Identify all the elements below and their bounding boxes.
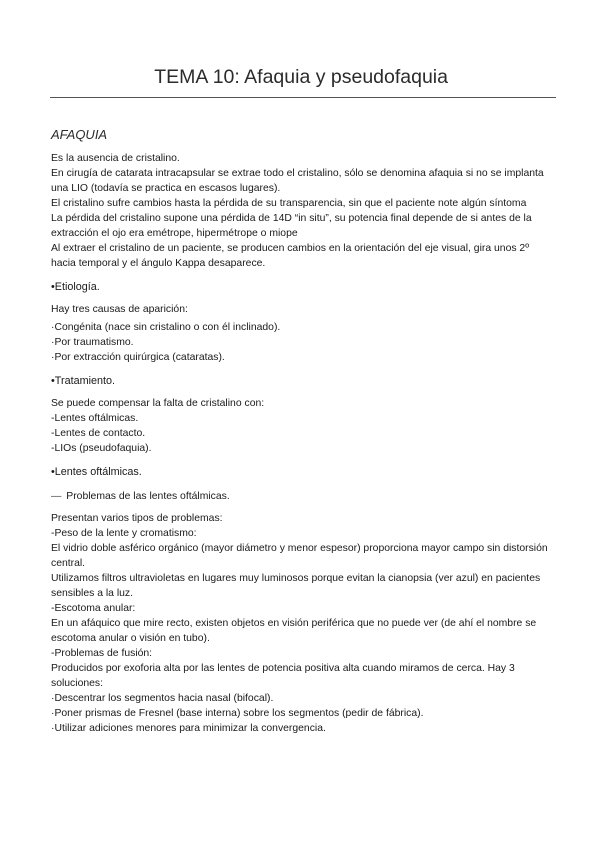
tratamiento-lead: Se puede compensar la falta de cristalino con: (51, 398, 265, 409)
intro-paragraph: Es la ausencia de cristalino. (51, 153, 180, 164)
problem-title: -Peso de la lente y cromatismo: (51, 528, 197, 539)
list-item: ·Por traumatismo. (51, 337, 134, 348)
tratamiento-block (51, 396, 556, 456)
solution-item: ·Poner prismas de Fresnel (base interna) sobre los segmentos (pedir de fábrica). (51, 708, 424, 719)
list-item: ·Congénita (nace sin cristalino o con él inclinado). (51, 322, 281, 333)
list-item: ·Por extracción quirúrgica (cataratas). (51, 352, 225, 363)
etiologia-block (51, 302, 556, 365)
lentes-block (51, 511, 556, 736)
problem-title: -Problemas de fusión: (51, 648, 153, 659)
intro-paragraph: Al extraer el cristalino de un paciente, se producen cambios en la orientación del eje visual, gira unos 2º hacia temporal y el ángulo Kappa desaparece. (51, 243, 529, 269)
problem-title: -Escotoma anular: (51, 603, 136, 614)
list-item: -LIOs (pseudofaquia). (51, 443, 152, 454)
section-heading: AFAQUIA (51, 127, 108, 142)
intro-paragraphs (51, 151, 556, 271)
problem-line: En un afáquico que mire recto, existen objetos en visión periférica que no puede ver (de ahí el nombre se escotoma anular o visión en tubo). (51, 618, 537, 644)
page-title: TEMA 10: Afaquia y pseudofaquia (154, 66, 448, 88)
problem-line: Producidos por exoforia alta por las lentes de potencia positiva alta cuando miramos de cerca. Hay 3 soluciones: (51, 663, 515, 689)
intro-paragraph: La pérdida del cristalino supone una pérdida de 14D “in situ”, su potencia final depende de si antes de la extracción el ojo era emétrope, hipermétrope o miope (51, 213, 532, 239)
subheading-dash: — (51, 491, 62, 502)
solution-item: ·Descentrar los segmentos hacia nasal (bifocal). (51, 693, 274, 704)
document-body (51, 126, 556, 736)
tratamiento-heading: •Tratamiento. (51, 375, 115, 387)
problem-line: El vidrio doble asférico orgánico (mayor diámetro y menor espesor) proporciona mayor campo sin distorsión central. (51, 543, 548, 569)
problem-line: Utilizamos filtros ultravioletas en lugares muy luminosos porque evitan la cianopsia (ver azul) en pacientes sensibles a la luz. (51, 573, 541, 599)
etiologia-lead: Hay tres causas de aparición: (51, 304, 188, 315)
subheading-text: Problemas de las lentes oftálmicas. (66, 491, 230, 502)
title-divider (50, 97, 556, 98)
list-item: -Lentes oftálmicas. (51, 413, 139, 424)
lentes-subheading (51, 489, 556, 504)
etiologia-heading: •Etiología. (51, 281, 100, 293)
lentes-heading: •Lentes oftálmicas. (51, 466, 142, 478)
list-item: -Lentes de contacto. (51, 428, 146, 439)
intro-paragraph: En cirugía de catarata intracapsular se extrae todo el cristalino, sólo se denomina afaquia si no se implanta una LIO (todavía se practica en escasos lugares). (51, 168, 544, 194)
intro-paragraph: El cristalino sufre cambios hasta la pérdida de su transparencia, sin que el paciente note algún síntoma (51, 198, 527, 209)
solution-item: ·Utilizar adiciones menores para minimizar la convergencia. (51, 723, 326, 734)
lentes-lead: Presentan varios tipos de problemas: (51, 513, 223, 524)
